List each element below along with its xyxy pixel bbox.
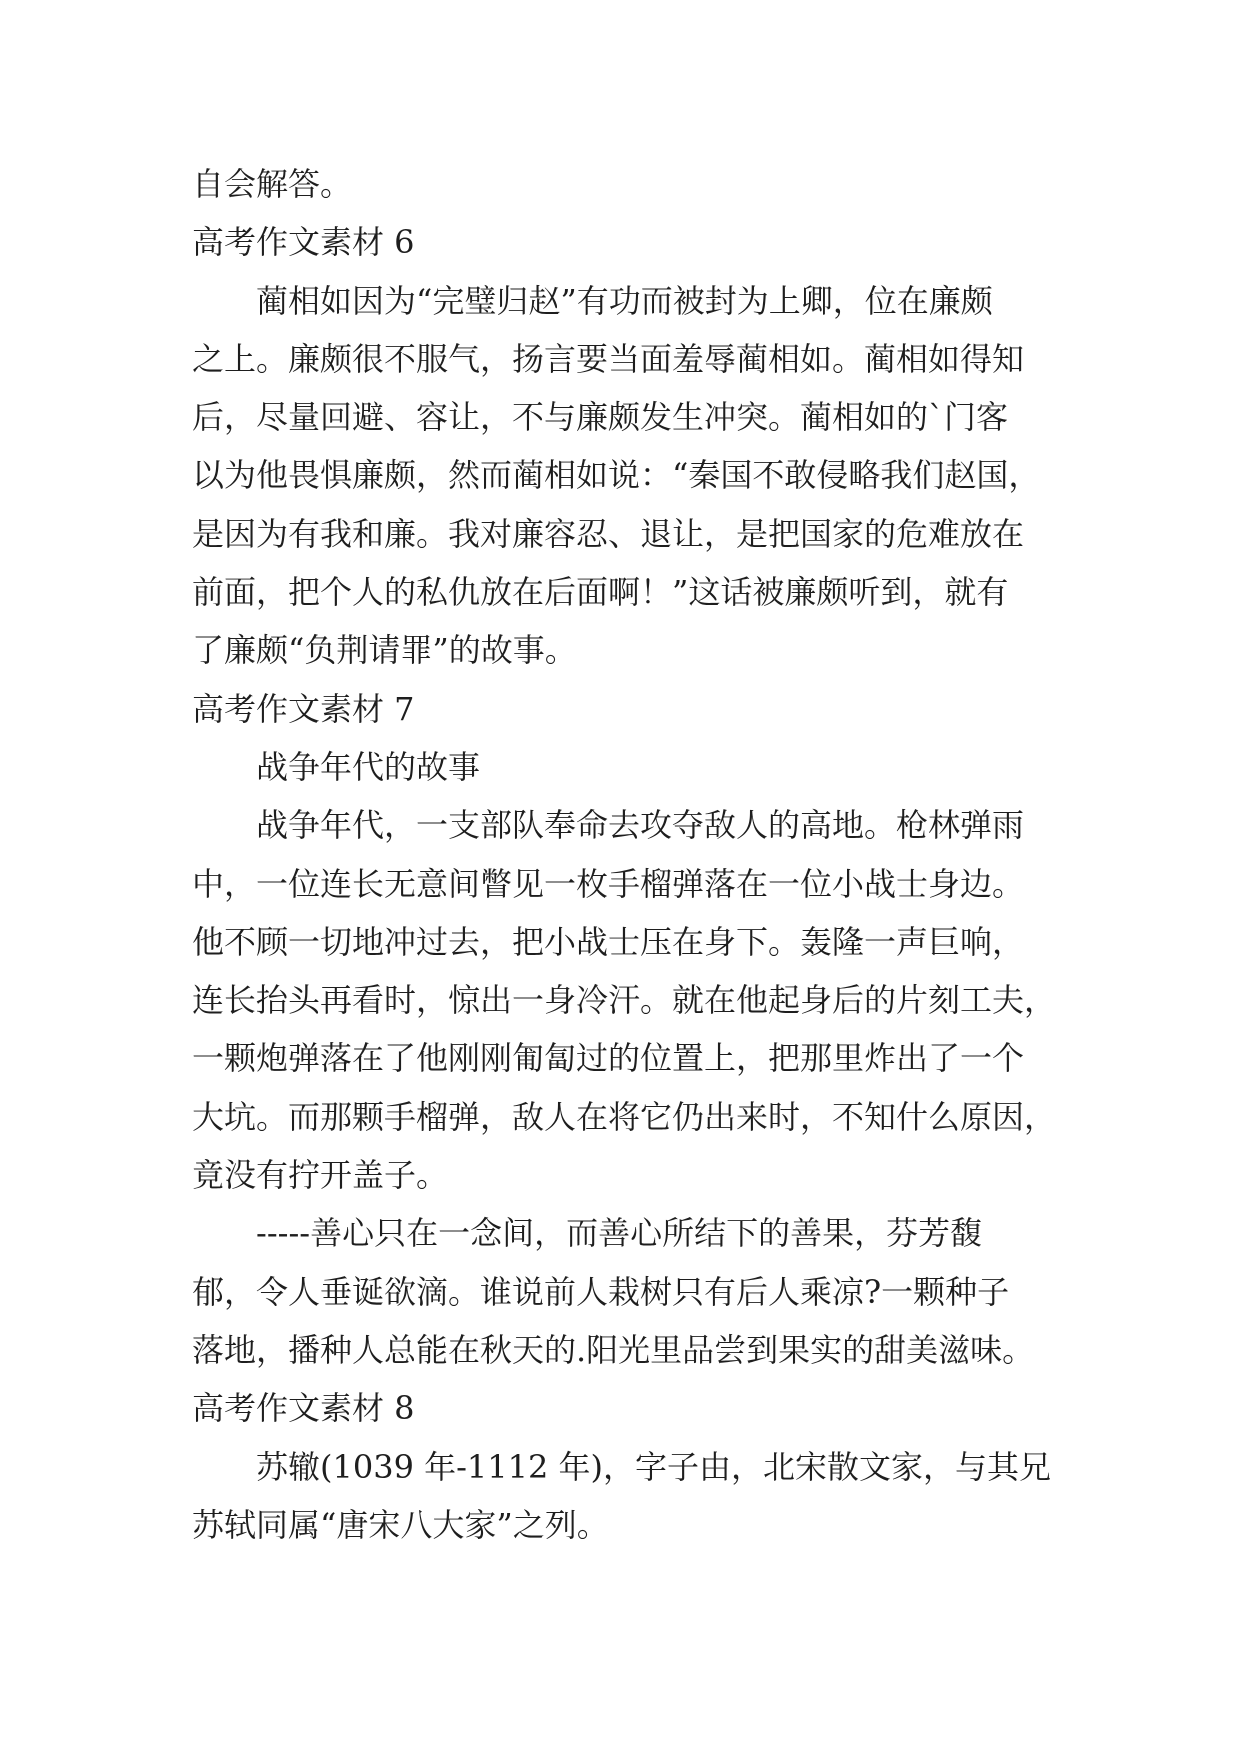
text-line: 战争年代的故事 bbox=[256, 747, 481, 786]
story-title bbox=[192, 738, 1092, 796]
text-line: 自会解答。 bbox=[192, 165, 353, 203]
text-line: 一颗炮弹落在了他刚刚匍匐过的位置上，把那里炸出了一个 bbox=[192, 1039, 1025, 1078]
text-line: 大坑。而那颗手榴弹，敌人在将它仍出来时，不知什么原因， bbox=[192, 1097, 1057, 1136]
text-line: -----善心只在一念间，而善心所结下的善果，芬芳馥 bbox=[256, 1214, 983, 1253]
section-heading: 高考作文素材 7 bbox=[192, 689, 415, 728]
text-line: 前面，把个人的私仇放在后面啊！”这话被廉颇听到，就有 bbox=[192, 573, 1009, 612]
text-line: 苏辙(1039 年-1112 年)，字子由，北宋散文家，与其兄 bbox=[256, 1447, 1052, 1486]
section-heading: 高考作文素材 8 bbox=[192, 1389, 415, 1428]
text-line: 战争年代，一支部队奉命去攻夺敌人的高地。枪林弹雨 bbox=[256, 806, 1025, 845]
text-line: 中，一位连长无意间瞥见一枚手榴弹落在一位小战士身边。 bbox=[192, 864, 1025, 903]
text-line: 蔺相如因为“完璧归赵”有功而被封为上卿，位在廉颇 bbox=[256, 281, 993, 320]
text-line: 落地，播种人总能在秋天的.阳光里品尝到果实的甜美滋味。 bbox=[192, 1330, 1035, 1369]
paragraph-continuation bbox=[192, 155, 1092, 213]
document-body bbox=[192, 155, 1092, 1554]
text-line: 后，尽量回避、容让，不与廉颇发生冲突。蔺相如的`门客 bbox=[192, 398, 1009, 437]
section-heading: 高考作文素材 6 bbox=[192, 223, 415, 262]
paragraph bbox=[192, 796, 1092, 1204]
text-line: 连长抬头再看时，惊出一身冷汗。就在他起身后的片刻工夫， bbox=[192, 981, 1057, 1020]
paragraph bbox=[192, 1438, 1092, 1555]
text-line: 了廉颇“负荆请罪”的故事。 bbox=[192, 631, 577, 670]
text-line: 郁，令人垂诞欲滴。谁说前人栽树只有后人乘凉?一颗种子 bbox=[192, 1272, 1010, 1311]
text-line: 竟没有拧开盖子。 bbox=[192, 1156, 449, 1195]
paragraph bbox=[192, 272, 1092, 680]
paragraph bbox=[192, 1204, 1092, 1379]
text-line: 是因为有我和廉。我对廉容忍、退让，是把国家的危难放在 bbox=[192, 514, 1025, 553]
text-line: 之上。廉颇很不服气，扬言要当面羞辱蔺相如。蔺相如得知 bbox=[192, 339, 1025, 378]
text-line: 他不顾一切地冲过去，把小战士压在身下。轰隆一声巨响， bbox=[192, 922, 1025, 961]
text-line: 以为他畏惧廉颇，然而蔺相如说：“秦国不敢侵略我们赵国， bbox=[192, 456, 1041, 495]
text-line: 苏轼同属“唐宋八大家”之列。 bbox=[192, 1505, 609, 1544]
